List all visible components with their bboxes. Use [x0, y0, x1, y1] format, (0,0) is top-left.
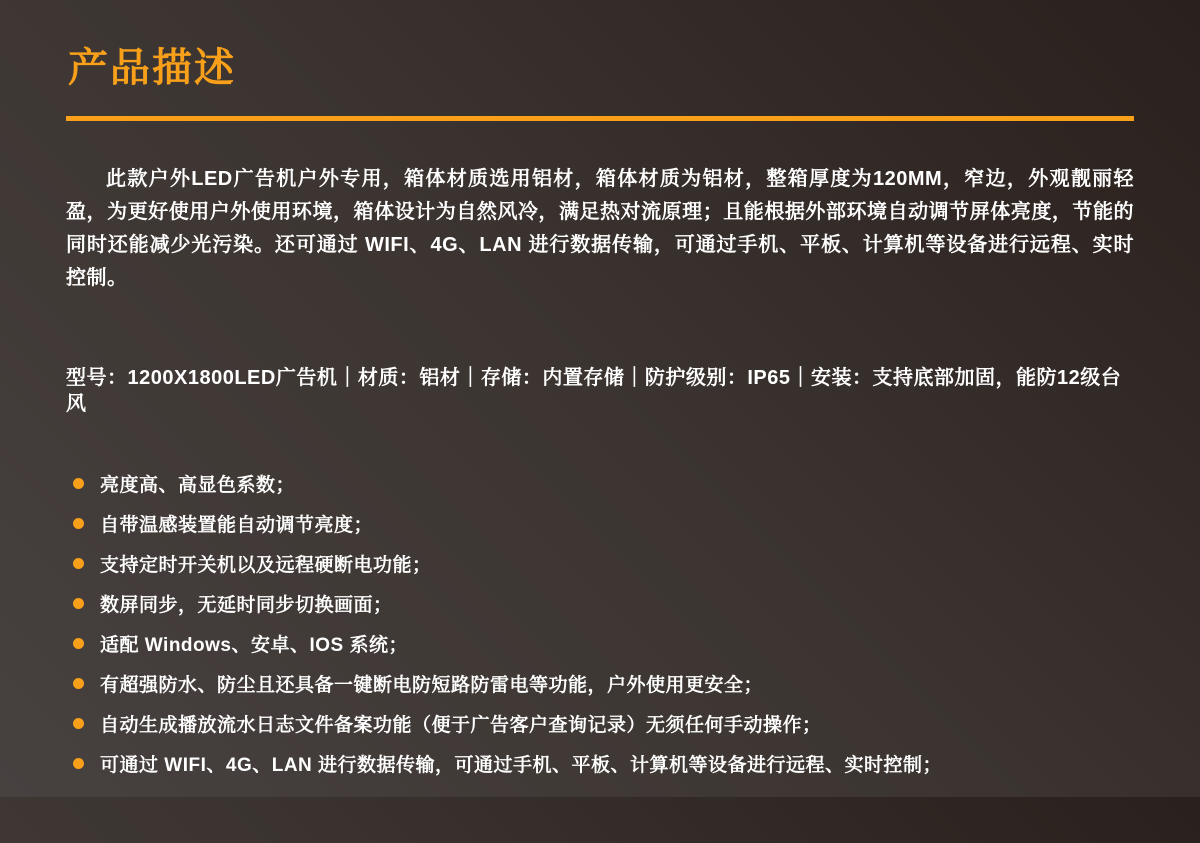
- feature-item: [66, 743, 1134, 783]
- feature-text: 有超强防水、防尘且还具备一键断电防短路防雷电等功能，户外使用更安全；: [100, 674, 764, 696]
- feature-text: 支持定时开关机以及远程硬断电功能；: [100, 554, 432, 576]
- product-description-panel: [0, 46, 1200, 843]
- bullet-icon: [73, 518, 84, 529]
- feature-item: [66, 663, 1134, 703]
- page-title: 产品描述: [68, 46, 236, 90]
- bullet-icon: [73, 558, 84, 569]
- bullet-icon: [73, 478, 84, 489]
- specs-line: 型号：1200X1800LED广告机｜材质：铝材｜存储：内置存储｜防护级别：IP65｜安装：支持底部加固，能防12级台风: [66, 367, 1122, 415]
- feature-item: [66, 623, 1134, 663]
- bullet-icon: [73, 598, 84, 609]
- feature-item: [66, 703, 1134, 743]
- feature-text: 自动生成播放流水日志文件备案功能（便于广告客户查询记录）无须任何手动操作；: [100, 714, 822, 736]
- feature-text: 适配 Windows、安卓、IOS 系统；: [100, 634, 408, 656]
- bullet-icon: [73, 678, 84, 689]
- feature-text: 自带温感装置能自动调节亮度；: [100, 514, 374, 536]
- feature-item: [66, 463, 1134, 503]
- feature-text: 可通过 WIFI、4G、LAN 进行数据传输，可通过手机、平板、计算机等设备进行远程、实时控制；: [100, 754, 943, 776]
- feature-item: [66, 503, 1134, 543]
- feature-text: 亮度高、高显色系数；: [100, 474, 296, 496]
- feature-item: [66, 543, 1134, 583]
- bullet-icon: [73, 638, 84, 649]
- intro-paragraph: 此款户外LED广告机户外专用，箱体材质选用铝材，箱体材质为铝材，整箱厚度为120MM，窄边，外观靓丽轻盈，为更好使用户外使用环境，箱体设计为自然风冷，满足热对流原理；且能根据外部环境自动调节屏体亮度，节能的同时还能减少光污染。还可通过 WIFI、4G、LAN 进行数据传输，可通过手机、平板、计算机等设备进行远程、实时控制。: [66, 168, 1134, 289]
- bullet-icon: [73, 758, 84, 769]
- title-underline: [66, 116, 1134, 121]
- feature-item: [66, 583, 1134, 623]
- bullet-icon: [73, 718, 84, 729]
- feature-text: 数屏同步，无延时同步切换画面；: [100, 594, 393, 616]
- feature-list: [66, 463, 1134, 783]
